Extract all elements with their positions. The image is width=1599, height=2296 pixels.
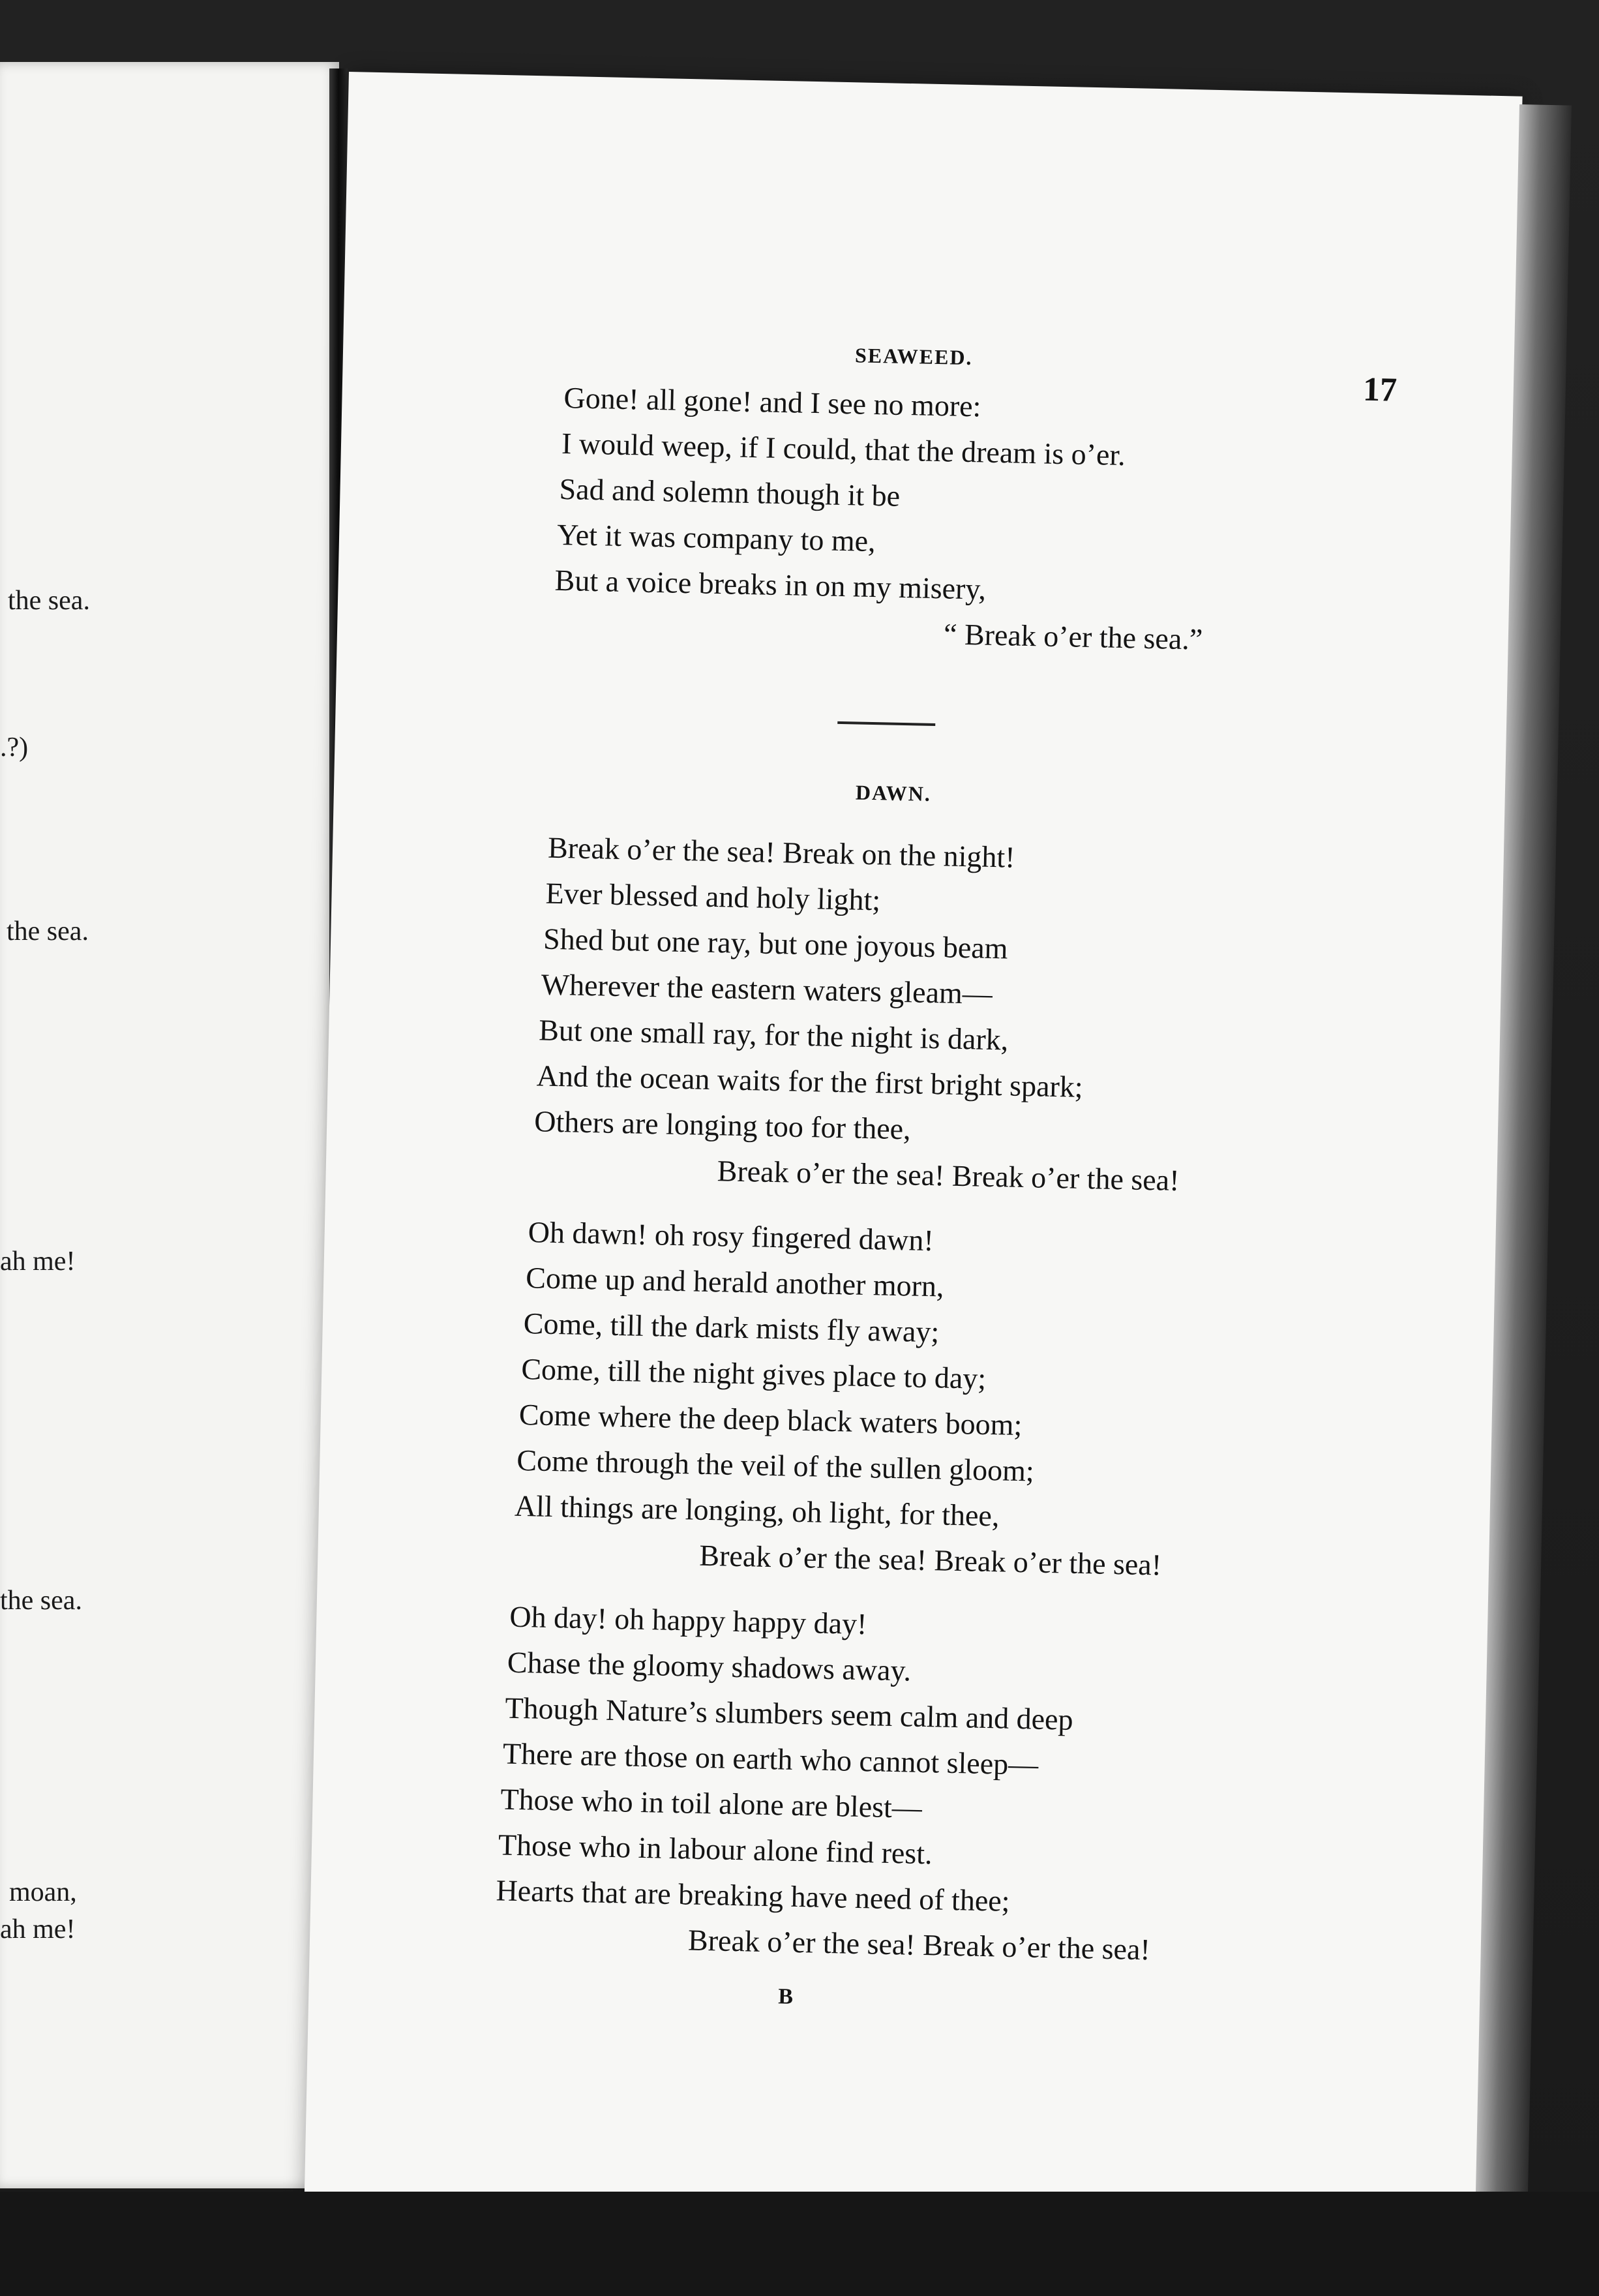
poem-line: Hearts that are breaking have need of thee; bbox=[496, 1873, 1011, 1918]
poem-line: Oh day! oh happy happy day! bbox=[509, 1599, 867, 1641]
poem-line: Shed but one ray, but one joyous beam bbox=[543, 922, 1009, 965]
poem-line: Come, till the night gives place to day; bbox=[520, 1352, 987, 1395]
poem-line: “ Break o’er the sea.” bbox=[943, 617, 1203, 656]
poem-line: Wherever the eastern waters gleam— bbox=[541, 967, 993, 1010]
poem-line: Come through the veil of the sullen gloom; bbox=[516, 1443, 1035, 1488]
poem-line: Break o’er the sea! Break on the night! bbox=[547, 830, 1016, 874]
left-page bbox=[0, 62, 339, 2188]
left-fragment: the sea. bbox=[8, 586, 90, 616]
page-content bbox=[303, 72, 1523, 2274]
poem-title-seaweed: SEAWEED. bbox=[854, 343, 973, 370]
poem-line: Gone! all gone! and I see no more: bbox=[563, 381, 981, 423]
poem-refrain: Break o’er the sea! Break o’er the sea! bbox=[717, 1154, 1180, 1198]
poem-line: But a voice breaks in on my misery, bbox=[554, 563, 987, 606]
poem-line: All things are longing, oh light, for thee, bbox=[514, 1488, 1000, 1533]
left-fragment: the sea. bbox=[0, 1586, 82, 1616]
poem-line: Those who in labour alone find rest. bbox=[498, 1828, 933, 1871]
poem-line: And the ocean waits for the first bright spark; bbox=[536, 1059, 1084, 1104]
page-number: 17 bbox=[1362, 370, 1397, 409]
signature-mark: B bbox=[777, 1984, 794, 2009]
poem-line: Sad and solemn though it be bbox=[559, 472, 901, 513]
poem-line: I would weep, if I could, that the dream is o’er. bbox=[561, 426, 1126, 472]
poem-refrain: Break o’er the sea! Break o’er the sea! bbox=[698, 1538, 1162, 1582]
poem-line: Oh dawn! oh rosy fingered dawn! bbox=[528, 1215, 934, 1258]
left-fragment: moan, bbox=[9, 1877, 77, 1907]
poem-line: Though Nature’s slumbers seem calm and deep bbox=[504, 1691, 1074, 1736]
poem-line: Those who in toil alone are blest— bbox=[500, 1782, 923, 1824]
poem-line: Chase the gloomy shadows away. bbox=[507, 1645, 912, 1687]
right-page bbox=[303, 72, 1523, 2274]
poem-line: There are those on earth who cannot sleep— bbox=[502, 1736, 1039, 1781]
scan-bottom-shadow bbox=[0, 2192, 1599, 2296]
left-fragment: ah me! bbox=[0, 1246, 76, 1276]
poem-line: Ever blessed and holy light; bbox=[545, 876, 881, 917]
poem-line: Come where the deep black waters boom; bbox=[518, 1397, 1023, 1442]
poem-refrain: Break o’er the sea! Break o’er the sea! bbox=[687, 1923, 1151, 1967]
left-fragment: the sea. bbox=[7, 916, 89, 946]
poem-line: But one small ray, for the night is dark, bbox=[538, 1013, 1009, 1057]
poem-line: Yet it was company to me, bbox=[556, 517, 876, 558]
poem-title-dawn: DAWN. bbox=[855, 780, 932, 806]
poem-line: Others are longing too for thee, bbox=[533, 1104, 912, 1146]
section-divider bbox=[837, 721, 935, 726]
poem-line: Come, till the dark mists fly away; bbox=[523, 1307, 940, 1349]
left-fragment: .?) bbox=[0, 733, 29, 763]
poem-line: Come up and herald another morn, bbox=[525, 1261, 945, 1303]
left-fragment: ah me! bbox=[0, 1914, 76, 1944]
